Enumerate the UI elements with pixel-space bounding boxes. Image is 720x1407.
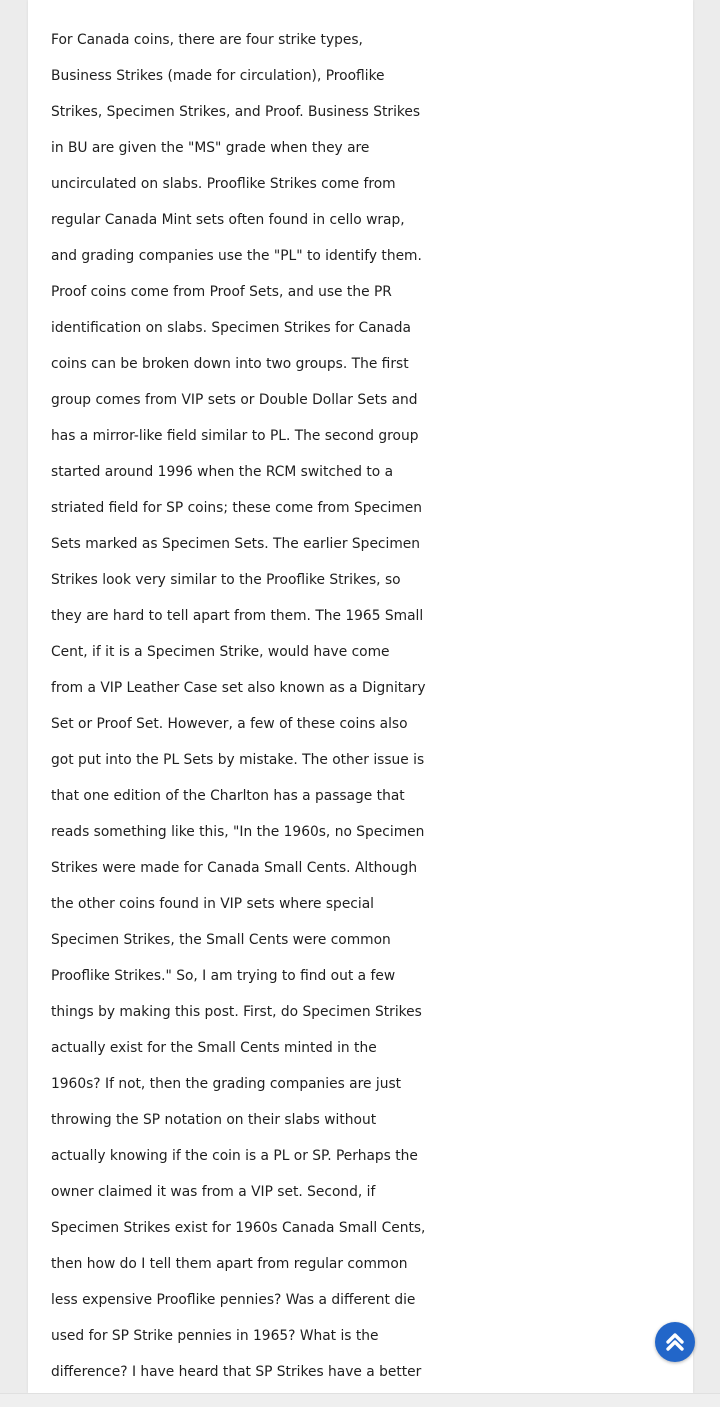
post-body xyxy=(51,22,681,1390)
bottom-edge xyxy=(0,1393,720,1407)
post-line: 1960s? If not, then the grading companies are just xyxy=(51,1076,402,1092)
post-line: and grading companies use the "PL" to identify them. xyxy=(51,248,422,264)
post-line: identification on slabs. Specimen Strikes for Canada xyxy=(51,320,411,336)
post-line: Business Strikes (made for circulation), Prooflike xyxy=(51,68,385,84)
post-line: Strikes, Specimen Strikes, and Proof. Business Strikes xyxy=(51,104,421,120)
post-line: reads something like this, "In the 1960s, no Specimen xyxy=(51,824,425,840)
post-line: started around 1996 when the RCM switched to a xyxy=(51,464,394,480)
post-line: actually exist for the Small Cents minted in the xyxy=(51,1040,377,1056)
post-line: uncirculated on slabs. Prooflike Strikes come from xyxy=(51,176,396,192)
post-line: has a mirror-like field similar to PL. The second group xyxy=(51,428,419,444)
post-line: less expensive Prooflike pennies? Was a different die xyxy=(51,1292,416,1308)
post-line: Specimen Strikes exist for 1960s Canada Small Cents, xyxy=(51,1220,426,1236)
post-line: group comes from VIP sets or Double Dollar Sets and xyxy=(51,392,418,408)
post-line: owner claimed it was from a VIP set. Second, if xyxy=(51,1184,376,1200)
post-line: striated field for SP coins; these come from Specimen xyxy=(51,500,423,516)
post-line: difference? I have heard that SP Strikes have a better xyxy=(51,1364,422,1380)
post-line: regular Canada Mint sets often found in cello wrap, xyxy=(51,212,405,228)
post-line: the other coins found in VIP sets where special xyxy=(51,896,375,912)
post-line: got put into the PL Sets by mistake. The other issue is xyxy=(51,752,425,768)
post-line: Set or Proof Set. However, a few of these coins also xyxy=(51,716,408,732)
post-line: things by making this post. First, do Specimen Strikes xyxy=(51,1004,422,1020)
post-line: used for SP Strike pennies in 1965? What is the xyxy=(51,1328,379,1344)
post-line: that one edition of the Charlton has a passage that xyxy=(51,788,405,804)
post-line: Prooflike Strikes." So, I am trying to find out a few xyxy=(51,968,396,984)
post-line: For Canada coins, there are four strike types, xyxy=(51,32,363,48)
scroll-to-top-button[interactable] xyxy=(655,1322,695,1362)
post-line: coins can be broken down into two groups. The first xyxy=(51,356,409,372)
post-line: Strikes look very similar to the Prooflike Strikes, so xyxy=(51,572,401,588)
post-card xyxy=(28,0,693,1393)
post-line: in BU are given the "MS" grade when they are xyxy=(51,140,370,156)
post-line: Specimen Strikes, the Small Cents were common xyxy=(51,932,391,948)
post-line: Cent, if it is a Specimen Strike, would have come xyxy=(51,644,390,660)
post-line: from a VIP Leather Case set also known as a Dignitary xyxy=(51,680,426,696)
post-line: Sets marked as Specimen Sets. The earlier Specimen xyxy=(51,536,421,552)
double-chevron-up-icon xyxy=(662,1329,688,1355)
post-line: Strikes were made for Canada Small Cents. Although xyxy=(51,860,418,876)
post-line: actually knowing if the coin is a PL or SP. Perhaps the xyxy=(51,1148,418,1164)
post-line: they are hard to tell apart from them. The 1965 Small xyxy=(51,608,424,624)
post-line: then how do I tell them apart from regular common xyxy=(51,1256,408,1272)
post-line: Proof coins come from Proof Sets, and use the PR xyxy=(51,284,392,300)
post-line: throwing the SP notation on their slabs without xyxy=(51,1112,377,1128)
